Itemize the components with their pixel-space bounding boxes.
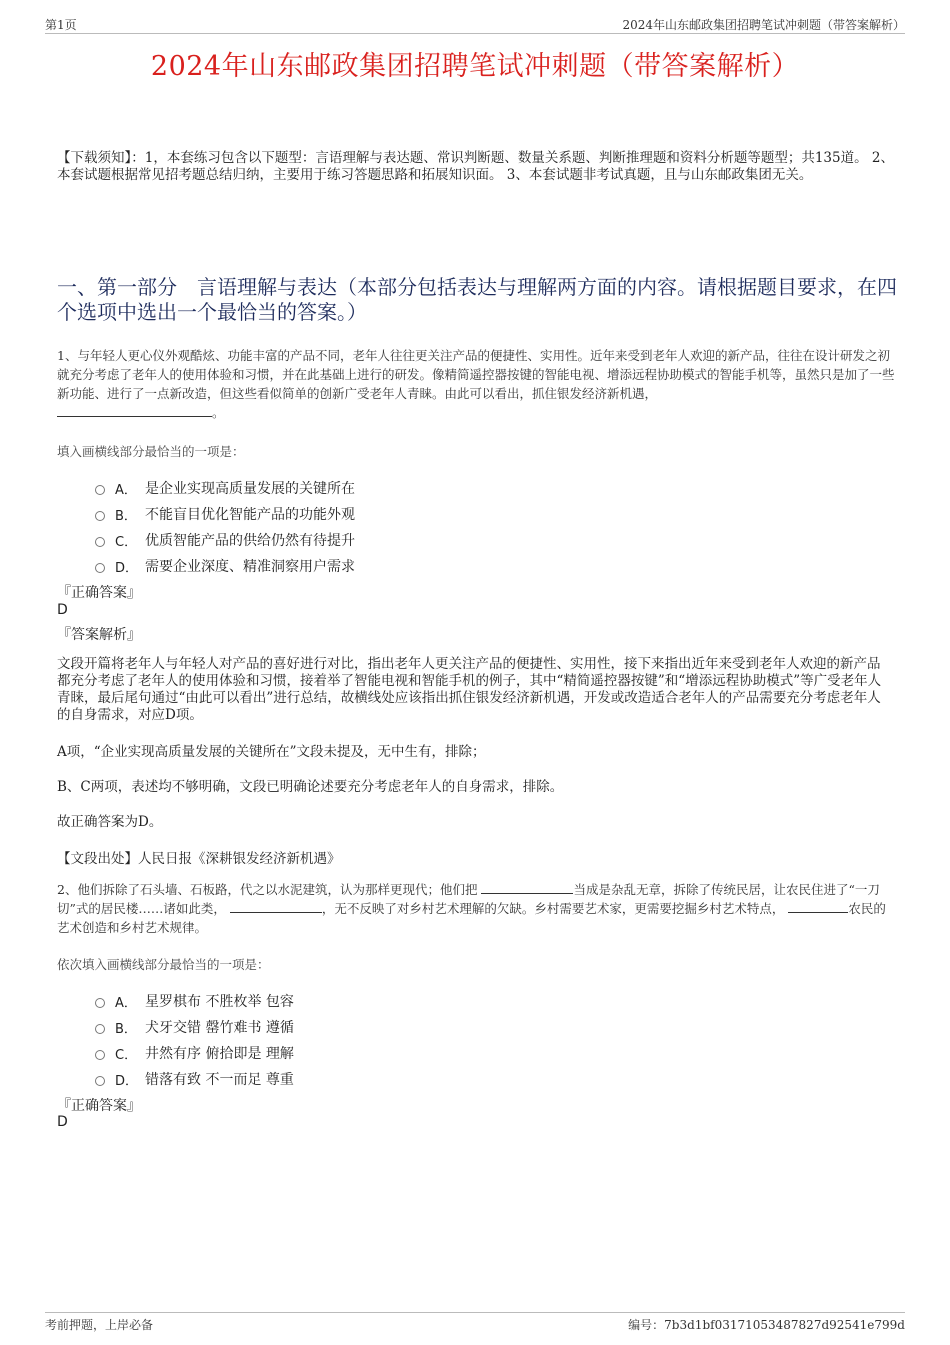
option-b[interactable]: B． 犬牙交错 罄竹难书 遵循 [95,1014,294,1040]
answer-label: 『正确答案』 [57,1098,141,1114]
radio-icon[interactable] [95,1024,105,1034]
radio-icon[interactable] [95,1050,105,1060]
option-c[interactable]: C． 优质智能产品的供给仍然有待提升 [95,527,355,553]
question-1-text: 1、与年轻人更心仪外观酷炫、功能丰富的产品不同，老年人往往更关注产品的便捷性、实用性。近年来受到老年人欢迎的新产品，往往在设计研发之初就充分考虑了老年人的使用体验和习惯，并在此基础上进行的研发。像精简遥控器按键的智能电视、增添远程协助模式的智能手机等，虽然只是加了一些新功能、进行了一点新改造，但这些看似简单的创新广受老年人青睐。由此可以看出，抓住银发经济新机遇， [57,348,895,401]
answer-blank [230,900,322,913]
answer-blank [57,404,212,417]
document-id: 编号：7b3d1bf03171053487827d92541e799d [628,1318,905,1332]
footer-slogan: 考前押题，上岸必备 [45,1318,154,1332]
passage-source: 【文段出处】人民日报《深耕银发经济新机遇》 [57,851,341,867]
correct-answer: D [57,602,68,618]
question-2-prompt: 依次填入画横线部分最恰当的一项是： [57,957,270,972]
radio-icon[interactable] [95,485,105,495]
analysis-paragraph: B、C两项，表述均不够明确，文段已明确论述要充分考虑老年人的自身需求，排除。 [57,779,564,795]
analysis-paragraph: 故正确答案为D。 [57,814,163,830]
question-1-end: 。 [212,405,225,420]
radio-icon[interactable] [95,563,105,573]
analysis-paragraph: A项，“企业实现高质量发展的关键所在”文段未提及，无中生有，排除； [57,744,486,760]
download-notice: 【下载须知】：1，本套练习包含以下题型：言语理解与表达题、常识判断题、数量关系题、判断推理题和资料分析题等题型；共135道。 2、本套试题根据常见招考题总结归纳，主要用于练习答题思路和拓展知识面。 3、本套试题非考试真题，且与山东邮政集团无关。 [57,150,894,183]
answer-label: 『正确答案』 [57,585,141,601]
answer-blank [481,881,573,894]
page-footer [45,1312,905,1332]
radio-icon[interactable] [95,511,105,521]
option-a[interactable]: A． 星罗棋布 不胜枚举 包容 [95,988,294,1014]
option-d[interactable]: D． 错落有致 不一而足 尊重 [95,1066,294,1092]
radio-icon[interactable] [95,1076,105,1086]
radio-icon[interactable] [95,998,105,1008]
analysis-paragraph: 文段开篇将老年人与年轻人对产品的喜好进行对比，指出老年人更关注产品的便捷性、实用性，接下来指出近年来受到老年人欢迎的新产品都充分考虑了老年人的使用体验和习惯，接着举了智能电视和智能手机的例子，其中“精简遥控器按键”和“增添远程协助模式”等广受老年人青睐，最后尾句通过“由此可以看出”进行总结，故横线处应该指出抓住银发经济新机遇，开发或改造适合老年人的产品需要充分考虑老年人的自身需求，对应D项。 [57,656,882,723]
correct-answer: D [57,1114,68,1130]
analysis-label: 『答案解析』 [57,627,141,643]
question-1-prompt: 填入画横线部分最恰当的一项是： [57,444,245,459]
section-heading: 一、第一部分 言语理解与表达（本部分包括表达与理解两方面的内容。请根据题目要求，在四个选项中选出一个最恰当的答案。） [57,275,897,324]
radio-icon[interactable] [95,537,105,547]
option-b[interactable]: B． 不能盲目优化智能产品的功能外观 [95,501,355,527]
option-d[interactable]: D． 需要企业深度、精准洞察用户需求 [95,553,355,579]
page-header [45,14,905,34]
question-2-stem: 2、他们拆除了石头墙、石板路，代之以水泥建筑，认为那样更现代；他们把 当成是杂乱无章，拆除了传统民居，让农民住进了“一刀切”式的居民楼……诸如此类， ，无不反映了对乡村艺术理解的欠缺。乡村需要艺术家，更需要挖掘乡村艺术特点， 农民的艺术创造和乡村艺术规律。 [57,882,886,935]
answer-blank [788,900,848,913]
page-title: 2024年山东邮政集团招聘笔试冲刺题（带答案解析） [150,51,800,82]
question-1-options [95,475,355,579]
question-2-options [95,988,294,1092]
option-c[interactable]: C． 井然有序 俯拾即是 理解 [95,1040,294,1066]
question-1-stem [57,346,897,422]
option-a[interactable]: A． 是企业实现高质量发展的关键所在 [95,475,355,501]
header-doc-title: 2024年山东邮政集团招聘笔试冲刺题（带答案解析） [622,18,905,32]
page-number: 第1页 [45,18,77,32]
